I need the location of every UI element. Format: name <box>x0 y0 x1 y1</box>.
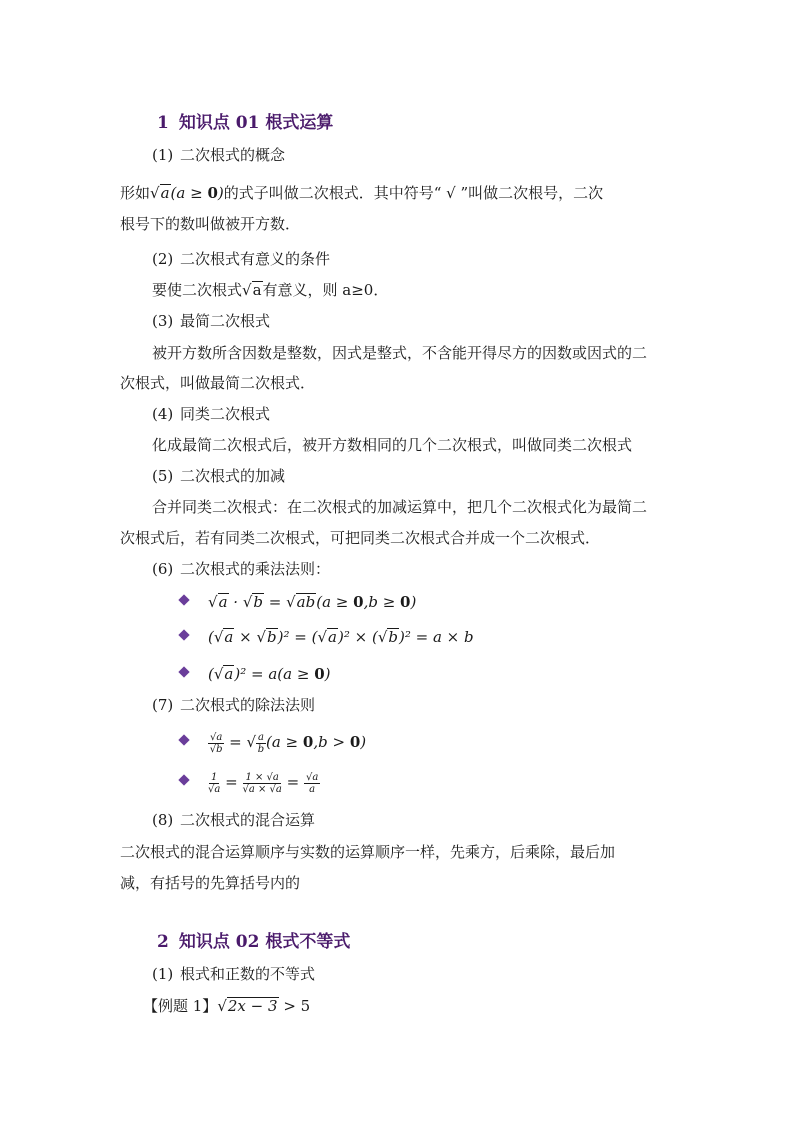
formula-rationalize: $\frac{1}{√a}$ = $\frac{1 \times √a}{√a \times √a}$ = $\frac{√a}{a}$ <box>208 771 319 795</box>
text: ”叫做二次根号，二次 <box>460 184 604 202</box>
subheading-2 <box>152 249 330 269</box>
subheading-label: 二次根式的乘法法则： <box>180 560 331 578</box>
subheading-number: (6) <box>152 560 174 578</box>
subheading-number: (2) <box>152 250 174 268</box>
section-number: 2 <box>157 932 169 952</box>
subheading-4 <box>152 404 270 424</box>
text: 有意义，则 a≥0． <box>262 281 389 299</box>
subheading-label: 二次根式的概念 <box>180 146 286 164</box>
fraction: $\frac{a}{b}$ <box>257 731 265 755</box>
text: > 5 <box>283 997 311 1015</box>
formula-product-square: (√a × √b)² = (√a)² × (√b)² = a × b <box>208 628 474 646</box>
paragraph-4: 化成最简二次根式后，被开方数相同的几个二次根式，叫做同类二次根式 <box>152 436 633 454</box>
subheading-number: (1) <box>152 965 174 983</box>
paragraph-5b: 次根式后，若有同类二次根式，可把同类二次根式合并成一个二次根式． <box>120 529 601 547</box>
subheading-7 <box>152 695 315 715</box>
subheading-6 <box>152 559 330 579</box>
diamond-bullet-icon <box>178 666 192 680</box>
paragraph-3a: 被开方数所含因数是整数，因式是整式，不含能开得尽方的因数或因式的二 <box>152 344 648 362</box>
diamond-bullet-icon <box>178 594 192 608</box>
example-label: 【例题 1】 <box>143 997 218 1015</box>
fraction: $\frac{√a}{√b}$ <box>209 731 223 755</box>
subheading-number: (8) <box>152 811 174 829</box>
subheading-9 <box>152 964 315 984</box>
subheading-8 <box>152 810 315 830</box>
formula-sqrt-a: √a(a ≥ 0) <box>150 184 224 202</box>
section-number: 1 <box>157 113 169 133</box>
subheading-1 <box>152 145 285 165</box>
section-title: 知识点 01 根式运算 <box>178 113 334 133</box>
formula-square-of-root: (√a)² = a(a ≥ 0) <box>208 665 331 683</box>
subheading-label: 二次根式有意义的条件 <box>180 250 331 268</box>
subheading-label: 二次根式的加减 <box>180 467 286 485</box>
section-title: 知识点 02 根式不等式 <box>178 932 351 952</box>
formula-product-rule: √a · √b = √ab(a ≥ 0,b ≥ 0) <box>208 593 417 611</box>
subheading-label: 最简二次根式 <box>180 312 271 330</box>
diamond-bullet-icon <box>178 629 192 643</box>
text: 的式子叫做二次根式．其中符号“ <box>223 184 442 202</box>
paragraph-8b: 减，有括号的先算括号内的 <box>120 874 301 892</box>
section-heading-2 <box>157 927 350 952</box>
diamond-bullet-icon <box>178 734 192 748</box>
section-heading-1 <box>157 108 333 133</box>
text: 形如 <box>120 184 151 202</box>
paragraph-2 <box>152 280 388 300</box>
subheading-number: (1) <box>152 146 174 164</box>
paragraph-8a: 二次根式的混合运算顺序与实数的运算顺序一样，先乘方，后乘除，最后加 <box>120 843 616 861</box>
subheading-5 <box>152 466 285 486</box>
formula-quotient-rule: $\frac{√a}{√b}$ = √ $\frac{a}{b}$ (a ≥ 0,b > 0) <box>209 731 367 755</box>
example-1 <box>143 996 310 1016</box>
subheading-label: 根式和正数的不等式 <box>180 965 316 983</box>
subheading-label: 同类二次根式 <box>180 405 271 423</box>
paragraph-1b: 根号下的数叫做被开方数． <box>120 215 301 233</box>
subheading-number: (4) <box>152 405 174 423</box>
radical-symbol: √ <box>441 184 461 202</box>
formula-inequality: √2x − 3 <box>217 997 278 1015</box>
paragraph-1a <box>120 183 680 203</box>
subheading-3 <box>152 311 270 331</box>
subheading-label: 二次根式的混合运算 <box>180 811 316 829</box>
paragraph-3b: 次根式，叫做最简二次根式． <box>120 374 316 392</box>
fraction: $\frac{1}{√a}$ <box>208 771 221 795</box>
subheading-label: 二次根式的除法法则 <box>180 696 316 714</box>
formula-sqrt-a: √a <box>242 281 262 299</box>
fraction: $\frac{√a}{a}$ <box>305 771 319 795</box>
subheading-number: (3) <box>152 312 174 330</box>
fraction: $\frac{1 \times √a}{√a \times √a}$ <box>242 771 282 795</box>
subheading-number: (5) <box>152 467 174 485</box>
paragraph-5a: 合并同类二次根式：在二次根式的加减运算中，把几个二次根式化为最简二 <box>152 498 648 516</box>
diamond-bullet-icon <box>178 774 192 788</box>
subheading-number: (7) <box>152 696 174 714</box>
text: 要使二次根式 <box>152 281 243 299</box>
